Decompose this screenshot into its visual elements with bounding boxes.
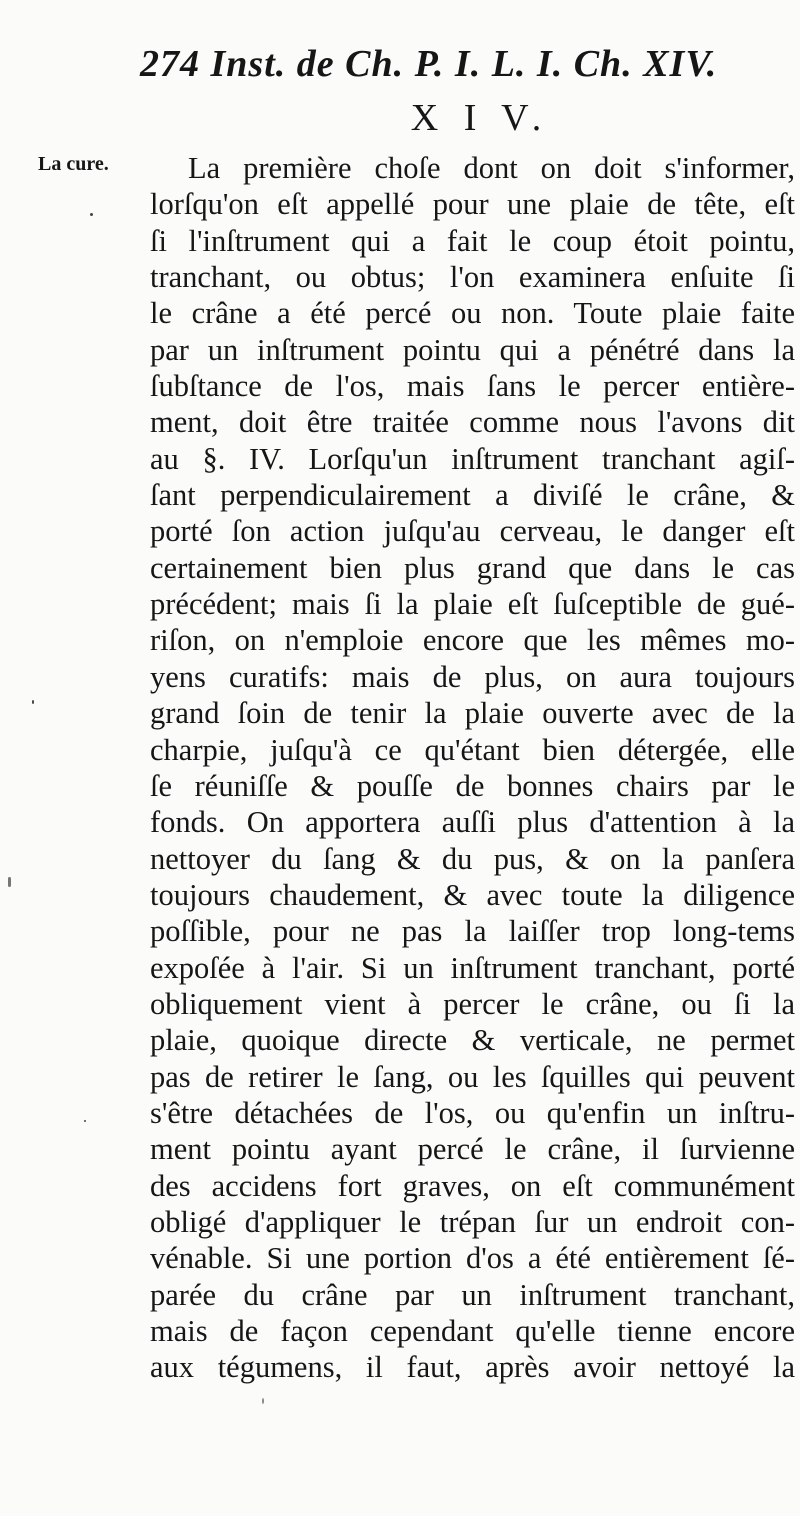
text-line: charpie, juſqu'à ce qu'étant bien détergée, elle [150,732,795,767]
text-line: porté ſon action juſqu'au cerveau, le danger eſt [150,514,795,549]
text-line: ſant perpendiculairement a diviſé le crâne, & [150,478,795,513]
ink-speck [90,213,93,216]
text-line: parée du crâne par un inſtrument tranchant, [150,1277,795,1312]
text-line: toujours chaudement, & avec toute la diligence [150,877,795,912]
text-line: plaie, quoique directe & verticale, ne permet [150,1023,795,1058]
text-line: au §. IV. Lorſqu'un inſtrument tranchant agiſ- [150,441,795,476]
text-line: des accidens fort graves, on eſt communément [150,1168,795,1203]
ink-speck [8,877,11,887]
margin-note: La cure. [38,153,109,175]
text-line: précédent; mais ſi la plaie eſt ſuſceptible de gué- [150,587,795,622]
text-line: par un inſtrument pointu qui a pénétré dans la [150,332,795,367]
text-line: grand ſoin de tenir la plaie ouverte avec de la [150,696,795,731]
text-line: ſe réuniſſe & pouſſe de bonnes chairs par le [150,768,795,803]
body-text [150,150,795,1386]
ink-speck [32,700,34,704]
running-head: 274 Inst. de Ch. P. I. L. I. Ch. XIV. [140,43,718,85]
text-line: vénable. Si une portion d'os a été entièrement ſé- [150,1241,795,1276]
text-line: le crâne a été percé ou non. Toute plaie faite [150,296,795,331]
text-line: nettoyer du ſang & du pus, & on la panſera [150,841,795,876]
ink-speck [84,1120,86,1122]
text-line: mais de façon cependant qu'elle tienne encore [150,1314,795,1348]
text-line: riſon, on n'emploie encore que les mêmes mo- [150,623,795,658]
text-line: fonds. On apportera auſſi plus d'attention à la [150,805,795,840]
text-line: yens curatifs: mais de plus, on aura toujours [150,659,795,694]
text-line: s'être détachées de l'os, ou qu'enfin un inſtru- [150,1095,795,1130]
text-line: tranchant, ou obtus; l'on examinera enſuite ſi [150,260,795,295]
text-line: La première choſe dont on doit s'informer, [188,151,795,185]
text-line: ſi l'inſtrument qui a fait le coup étoit pointu, [150,223,795,258]
text-line: ment pointu ayant percé le crâne, il ſurvienne [150,1132,795,1167]
text-line: ment, doit être traitée comme nous l'avons dit [150,405,795,440]
text-line: certainement bien plus grand que dans le cas [150,550,795,585]
text-line: poſſible, pour ne pas la laiſſer trop long-tems [150,914,795,949]
text-line: expoſée à l'air. Si un inſtrument tranchant, porté [150,950,795,985]
text-line: lorſqu'on eſt appellé pour une plaie de tête, eſt [150,187,795,222]
ink-speck [262,1398,264,1404]
section-heading: X I V. [410,97,550,139]
text-line: obligé d'appliquer le trépan ſur un endroit con- [150,1204,795,1239]
text-line: ſubſtance de l'os, mais ſans le percer entière- [150,369,795,404]
text-line: obliquement vient à percer le crâne, ou ſi la [150,986,795,1021]
text-line: pas de retirer le ſang, ou les ſquilles qui peuvent [150,1059,795,1094]
text-line: aux tégumens, il faut, après avoir nettoyé la [150,1350,795,1385]
